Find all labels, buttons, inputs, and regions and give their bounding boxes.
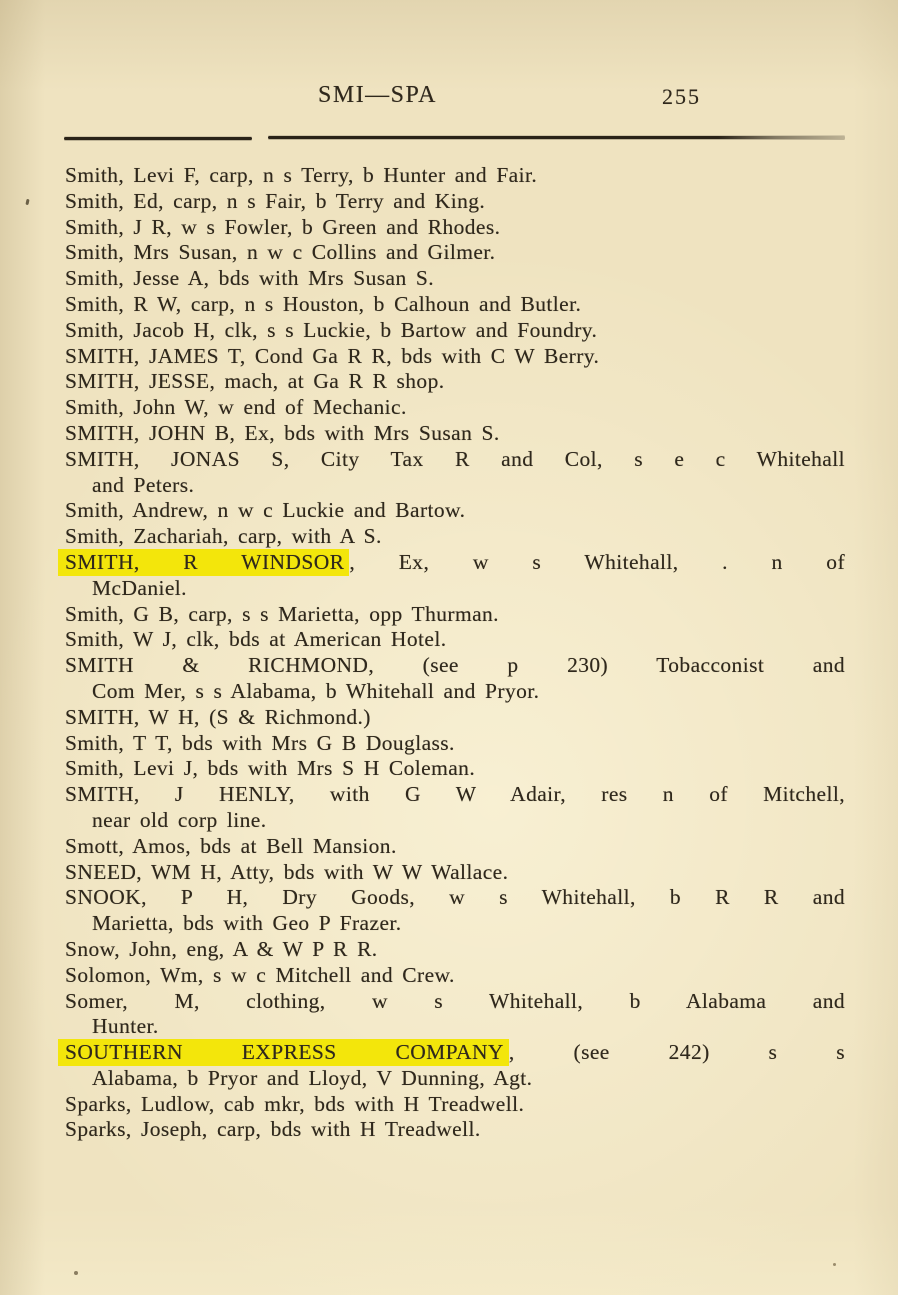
directory-line — [65, 576, 845, 602]
directory-line-text: , (see 242) s s — [508, 1040, 845, 1065]
directory-line-text: Smott, Amos, bds at Bell Mansion. — [65, 833, 397, 858]
directory-line — [65, 705, 845, 731]
directory-line-text: SNEED, WM H, Atty, bds with W W Wallace. — [65, 859, 509, 884]
directory-line-text: Somer, M, clothing, w s Whitehall, b Alabama and — [65, 988, 845, 1013]
header-rule-right-segment — [268, 136, 845, 139]
directory-line — [65, 550, 845, 576]
directory-line-text: Smith, Ed, carp, n s Fair, b Terry and King. — [65, 188, 486, 213]
directory-line-text: SMITH, JAMES T, Cond Ga R R, bds with C W Berry. — [65, 343, 600, 368]
scan-speck — [25, 199, 29, 205]
directory-line — [65, 627, 845, 653]
directory-line — [65, 860, 845, 886]
directory-line-text: Hunter. — [92, 1014, 159, 1039]
directory-line-text: Smith, Zachariah, carp, with A S. — [65, 524, 382, 549]
directory-line — [65, 240, 845, 266]
directory-line-text: , Ex, w s Whitehall, . n of — [349, 549, 846, 574]
page-number: 255 — [662, 84, 701, 109]
directory-line — [65, 602, 845, 628]
directory-line — [65, 731, 845, 757]
directory-line-text: Marietta, bds with Geo P Frazer. — [92, 911, 402, 936]
directory-line-text: Sparks, Joseph, carp, bds with H Treadwell. — [65, 1117, 481, 1142]
directory-line — [65, 1117, 845, 1143]
scan-speck — [833, 1263, 836, 1266]
directory-line-text: Smith, John W, w end of Mechanic. — [65, 395, 407, 420]
directory-line-text: Smith, Levi F, carp, n s Terry, b Hunter and Fair. — [65, 163, 538, 187]
directory-line — [65, 524, 845, 550]
directory-line — [65, 318, 845, 344]
directory-line-text: SMITH, JONAS S, City Tax R and Col, s e c Whitehall — [65, 446, 845, 471]
directory-listing — [65, 163, 845, 1143]
directory-line — [65, 911, 845, 937]
page-header-section-range: SMI—SPA — [318, 82, 438, 108]
directory-line-text: Snow, John, eng, A & W P R R. — [65, 936, 378, 961]
directory-line — [65, 1092, 845, 1118]
directory-line-text: McDaniel. — [92, 575, 187, 600]
directory-line-text: SMITH & RICHMOND, (see p 230) Tobacconist and — [65, 653, 845, 678]
directory-line-text: Smith, Jacob H, clk, s s Luckie, b Bartow and Foundry. — [65, 317, 598, 342]
directory-line-text: Alabama, b Pryor and Lloyd, V Dunning, Agt. — [92, 1065, 533, 1090]
directory-line-text: Smith, W J, clk, bds at American Hotel. — [65, 627, 447, 652]
directory-line — [65, 292, 845, 318]
directory-line — [65, 937, 845, 963]
directory-line — [65, 473, 845, 499]
directory-line — [65, 808, 845, 834]
directory-line — [65, 447, 845, 473]
highlighted-entry-name: SOUTHERN EXPRESS COMPANY — [58, 1039, 509, 1066]
directory-line — [65, 653, 845, 679]
directory-line-text: Smith, R W, carp, n s Houston, b Calhoun and Butler. — [65, 291, 582, 316]
directory-line-text: and Peters. — [92, 472, 195, 497]
directory-line — [65, 498, 845, 524]
directory-line-text: Smith, Mrs Susan, n w c Collins and Gilmer. — [65, 240, 496, 265]
directory-line-text: Smith, Andrew, n w c Luckie and Bartow. — [65, 498, 466, 523]
directory-line-text: SNOOK, P H, Dry Goods, w s Whitehall, b R R and — [65, 885, 845, 910]
directory-line-text: SMITH, J HENLY, with G W Adair, res n of Mitchell, — [65, 782, 845, 807]
directory-line — [65, 344, 845, 370]
directory-line-text: Smith, Jesse A, bds with Mrs Susan S. — [65, 266, 435, 291]
directory-line-text: SMITH, JOHN B, Ex, bds with Mrs Susan S. — [65, 420, 500, 445]
header-rule-left-segment — [64, 137, 252, 140]
highlighted-entry-name: SMITH, R WINDSOR — [58, 549, 349, 576]
directory-line — [65, 1014, 845, 1040]
directory-line-text: Smith, G B, carp, s s Marietta, opp Thurman. — [65, 601, 499, 626]
directory-line — [65, 369, 845, 395]
directory-line — [65, 215, 845, 241]
directory-line — [65, 421, 845, 447]
directory-line — [65, 989, 845, 1015]
directory-line — [65, 1066, 845, 1092]
directory-line — [65, 885, 845, 911]
directory-line — [65, 1040, 845, 1066]
directory-line — [65, 679, 845, 705]
directory-line-text: SMITH, W H, (S & Richmond.) — [65, 704, 371, 729]
directory-line-text: SMITH, JESSE, mach, at Ga R R shop. — [65, 369, 445, 394]
directory-line — [65, 782, 845, 808]
scan-speck — [74, 1271, 78, 1275]
directory-line-text: Com Mer, s s Alabama, b Whitehall and Pryor. — [92, 678, 540, 703]
directory-line — [65, 395, 845, 421]
directory-line — [65, 963, 845, 989]
directory-line — [65, 163, 845, 189]
directory-line-text: Solomon, Wm, s w c Mitchell and Crew. — [65, 962, 455, 987]
directory-line-text: Smith, T T, bds with Mrs G B Douglass. — [65, 730, 455, 755]
directory-line-text: Smith, Levi J, bds with Mrs S H Coleman. — [65, 756, 476, 781]
directory-line-text: Sparks, Ludlow, cab mkr, bds with H Treadwell. — [65, 1091, 525, 1116]
directory-line — [65, 834, 845, 860]
directory-line — [65, 266, 845, 292]
directory-line-text: Smith, J R, w s Fowler, b Green and Rhodes. — [65, 214, 501, 239]
directory-line — [65, 756, 845, 782]
directory-line-text: near old corp line. — [92, 807, 267, 832]
directory-line — [65, 189, 845, 215]
